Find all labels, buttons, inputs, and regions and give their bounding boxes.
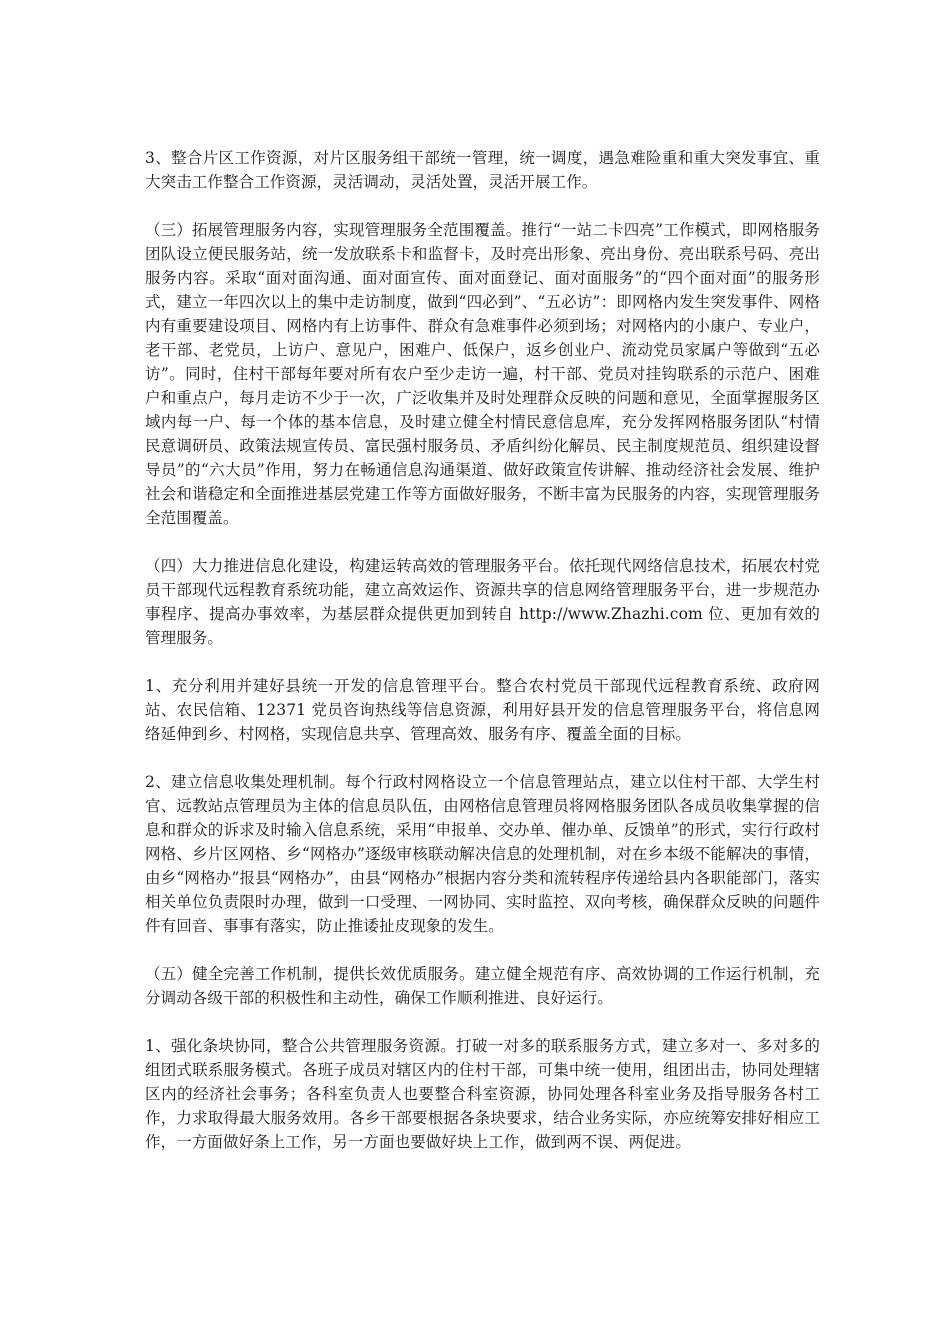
paragraph-section-3-services: （三）拓展管理服务内容，实现管理服务全范围覆盖。推行“一站二卡四亮”工作模式，即网格服务团队设立便民服务站，统一发放联系卡和监督卡，及时亮出形象、亮出身份、亮出联系号码、亮出服务内容。采取“面对面沟通、面对面宣传、面对面登记、面对面服务”的“四个面对面”的服务形式，建立一年四次以上的集中走访制度，做到“四必到”、“五必访”：即网格内发生突发事件、网格内有重要建设项目、网格内有上访事件、群众有急难事件必须到场；对网格内的小康户、专业户，老干部、老党员，上访户、意见户，困难户、低保户，返乡创业户、流动党员家属户等做到“五必访”。同时，住村干部每年要对所有农户至少走访一遍，村干部、党员对挂钩联系的示范户、困难户和重点户，每月走访不少于一次，广泛收集并及时处理群众反映的问题和意见，全面掌握服务区域内每一户、每一个体的基本信息，及时建立健全村情民意信息库，充分发挥网格服务团队“村情民意调研员、政策法规宣传员、富民强村服务员、矛盾纠纷化解员、民主制度规范员、组织建设督导员”的“六大员”作用，努力在畅通信息沟通渠道、做好政策宣传讲解、推动经济社会发展、维护社会和谐稳定和全面推进基层党建工作等方面做好服务，不断丰富为民服务的内容，实现管理服务全范围覆盖。 (145, 221, 820, 527)
paragraph-item-2-information-mechanism: 2、建立信息收集处理机制。每个行政村网格设立一个信息管理站点，建立以住村干部、大学生村官、远教站点管理员为主体的信息员队伍，由网格信息管理员将网格服务团队各成员收集掌握的信息和群众的诉求及时输入信息系统，采用“申报单、交办单、催办单、反馈单”的形式，实行行政村网格、乡片区网格、乡“网格办”逐级审核联动解决信息的处理机制，对在乡本级不能解决的事情，由乡“网格办”报县“网格办”，由县“网格办”根据内容分类和流转程序传递给县内各职能部门，落实相关单位负责限时办理，做到一口受理、一网协同、实时监控、双向考核，确保群众反映的问题件件有回音、事事有落实，防止推诿扯皮现象的发生。 (145, 773, 820, 935)
document-body (145, 146, 820, 1178)
paragraph-section-4-informatization: （四）大力推进信息化建设，构建运转高效的管理服务平台。依托现代网络信息技术，拓展农村党员干部现代远程教育系统功能，建立高效运作、资源共享的信息网络管理服务平台，进一步规范办事程序、提高办事效率，为基层群众提供更加到转自 http://www.Zhazhi.com 位、更加有效的管理服务。 (145, 557, 820, 647)
paragraph-item-3-integration: 3、整合片区工作资源，对片区服务组干部统一管理，统一调度，遇急难险重和重大突发事宜、重大突击工作整合工作资源，灵活调动，灵活处置，灵活开展工作。 (145, 149, 820, 191)
paragraph-section-5-mechanism: （五）健全完善工作机制，提供长效优质服务。建立健全规范有序、高效协调的工作运行机制，充分调动各级干部的积极性和主动性，确保工作顺利推进、良好运行。 (145, 965, 820, 1007)
paragraph-item-1-platform: 1、充分利用并建好县统一开发的信息管理平台。整合农村党员干部现代远程教育系统、政府网站、农民信箱、12371 党员咨询热线等信息资源，利用好县开发的信息管理服务平台，将信息网络延伸到乡、村网格，实现信息共享、管理高效、服务有序、覆盖全面的目标。 (145, 677, 820, 743)
paragraph-item-1-coordination: 1、强化条块协同，整合公共管理服务资源。打破一对多的联系服务方式，建立多对一、多对多的组团式联系服务模式。各班子成员对辖区内的住村干部，可集中统一使用，组团出击，协同处理辖区内的经济社会事务；各科室负责人也要整合科室资源，协同处理各科室业务及指导服务各村工作，力求取得最大服务效用。各乡干部要根据各条块要求，结合业务实际，亦应统筹安排好相应工作，一方面做好条上工作，另一方面也要做好块上工作，做到两不误、两促进。 (145, 1037, 820, 1151)
